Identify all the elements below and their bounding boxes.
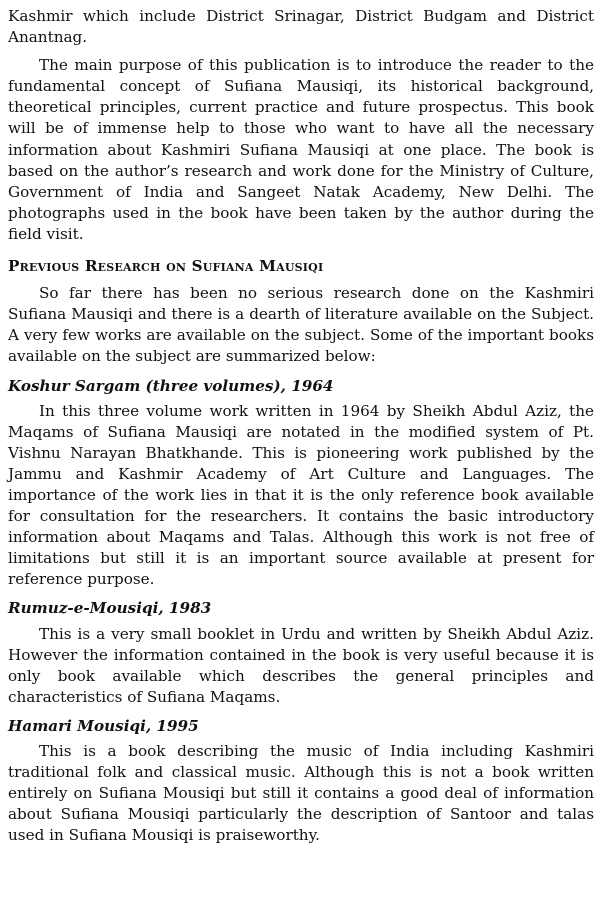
paragraph-previous-research: So far there has been no serious research done on the Kashmiri Sufiana Mausiqi and there is a dearth of literature available on the Subject. A very few works are available on the subject. Some of the important books available on the subject are summarized below: xyxy=(8,284,594,366)
paragraph-hamari-mousiqi: This is a book describing the music of India including Kashmiri traditional folk and classical music. Although this is not a book written entirely on Sufiana Mousiqi but still it contains a good deal of information about Sufiana Mousiqi particularly the description of Santoor and talas used in Sufiana Mousiqi is praiseworthy. xyxy=(8,742,594,845)
paragraph-rumuz-e-mousiqi: This is a very small booklet in Urdu and written by Sheikh Abdul Aziz. However the information contained in the book is very useful because it is only book available which describes the general principles and characteristics of Sufiana Maqams. xyxy=(8,624,594,706)
book-heading-rumuz-e-mousiqi: Rumuz-e-Mousiqi, 1983 xyxy=(8,599,212,618)
paragraph-purpose: The main purpose of this publication is to introduce the reader to the fundamental concept of Sufiana Mausiqi, its historical background, theoretical principles, current practice and future prospectus. This book will be of immense help to those who want to have all the necessary information about Kashmiri Sufiana Mausiqi at one place. The book is based on the author’s research and work done for the Ministry of Culture, Government of India and Sangeet Natak Academy, New Delhi. The photographs used in the book have been taken by the author during the field visit. xyxy=(8,56,594,243)
paragraph-continuation: Kashmir which include District Srinagar, District Budgam and District Anantnag. xyxy=(8,7,594,47)
book-heading-koshur-sargam: Koshur Sargam (three volumes), 1964 xyxy=(8,376,334,395)
paragraph-koshur-sargam: In this three volume work written in 1964 by Sheikh Abdul Aziz, the Maqams of Sufiana Mausiqi are notated in the modified system of Pt. Vishnu Narayan Bhatkhande. This is pioneering work published by the Jammu and Kashmir Academy of Art Culture and Languages. The importance of the work lies in that it is the only reference book available for consultation for the researchers. It contains the basic introductory information about Maqams and Talas. Although this work is not free of limitations but still it is an important source available at present for reference purpose. xyxy=(8,401,594,589)
book-heading-hamari-mousiqi: Hamari Mousiqi, 1995 xyxy=(8,716,199,735)
section-heading: Previous Research on Sufiana Mausiqi xyxy=(8,257,324,276)
